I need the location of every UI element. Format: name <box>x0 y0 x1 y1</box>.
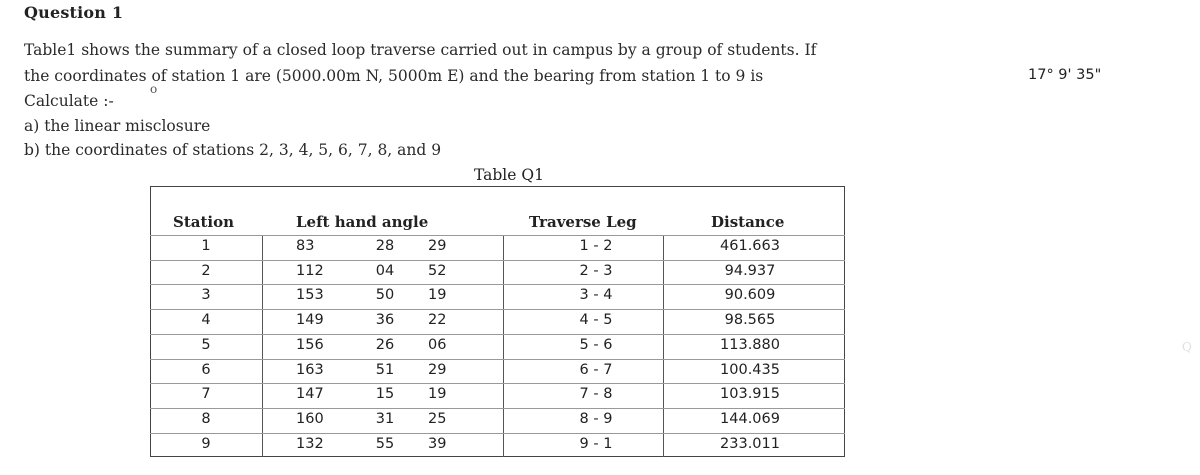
row-divider <box>150 408 845 409</box>
bearing-value: 17° 9' 35" <box>1028 67 1102 83</box>
distance-cell: 113.880 <box>720 337 780 353</box>
row-divider <box>150 359 845 360</box>
row-divider <box>150 433 845 434</box>
header-station: Station <box>173 213 235 231</box>
row-divider <box>150 260 845 261</box>
angle-minutes-cell: 50 <box>375 287 395 303</box>
table-caption: Table Q1 <box>474 166 544 184</box>
angle-degrees-cell: 132 <box>296 436 324 452</box>
row-divider <box>150 284 845 285</box>
row-divider <box>150 383 845 384</box>
station-cell: 5 <box>201 337 211 353</box>
task-item-a: a) the linear misclosure <box>24 117 211 135</box>
station-cell: 2 <box>201 263 211 279</box>
traverse-leg-cell: 6 - 7 <box>579 362 613 378</box>
distance-cell: 461.663 <box>720 238 780 254</box>
header-traverse-leg: Traverse Leg <box>529 213 637 231</box>
angle-seconds-cell: 29 <box>428 238 447 254</box>
angle-degrees-cell: 83 <box>296 238 315 254</box>
angle-degrees-cell: 163 <box>296 362 324 378</box>
angle-seconds-cell: 22 <box>428 312 447 328</box>
traverse-leg-cell: 8 - 9 <box>579 411 613 427</box>
traverse-leg-cell: 5 - 6 <box>579 337 613 353</box>
row-divider <box>150 334 845 335</box>
angle-seconds-cell: 52 <box>428 263 447 279</box>
distance-cell: 90.609 <box>724 287 776 303</box>
station-cell: 3 <box>201 287 211 303</box>
question-title: Question 1 <box>24 3 124 22</box>
header-distance: Distance <box>711 213 785 231</box>
question-text-line-2: the coordinates of station 1 are (5000.00m N, 5000m E) and the bearing from station 1 to 9 is <box>24 67 764 85</box>
row-divider <box>150 235 845 236</box>
angle-degrees-cell: 147 <box>296 386 324 402</box>
distance-cell: 103.915 <box>720 386 780 402</box>
angle-degrees-cell: 149 <box>296 312 324 328</box>
angle-degrees-cell: 156 <box>296 337 324 353</box>
question-text-line-1: Table1 shows the summary of a closed loop traverse carried out in campus by a group of students. If <box>24 41 817 59</box>
task-item-b: b) the coordinates of stations 2, 3, 4, 5, 6, 7, 8, and 9 <box>24 141 442 159</box>
angle-minutes-cell: 04 <box>375 263 395 279</box>
angle-seconds-cell: 39 <box>428 436 447 452</box>
angle-seconds-cell: 29 <box>428 362 447 378</box>
corner-mark: Q <box>1182 340 1192 354</box>
traverse-leg-cell: 2 - 3 <box>579 263 613 279</box>
station-cell: 1 <box>201 238 211 254</box>
traverse-leg-cell: 7 - 8 <box>579 386 613 402</box>
station-cell: 8 <box>201 411 211 427</box>
angle-minutes-cell: 55 <box>375 436 395 452</box>
distance-cell: 100.435 <box>720 362 780 378</box>
angle-seconds-cell: 19 <box>428 386 447 402</box>
angle-degrees-cell: 153 <box>296 287 324 303</box>
traverse-leg-cell: 9 - 1 <box>579 436 613 452</box>
header-left-hand-angle: Left hand angle <box>296 213 429 231</box>
traverse-leg-cell: 4 - 5 <box>579 312 613 328</box>
angle-seconds-cell: 25 <box>428 411 447 427</box>
distance-cell: 94.937 <box>724 263 776 279</box>
angle-degrees-cell: 160 <box>296 411 324 427</box>
distance-cell: 233.011 <box>720 436 780 452</box>
stray-degree-mark: o <box>150 82 158 96</box>
calculate-label: Calculate :- <box>24 92 114 110</box>
station-cell: 4 <box>201 312 211 328</box>
angle-minutes-cell: 26 <box>375 337 395 353</box>
angle-minutes-cell: 28 <box>375 238 395 254</box>
station-cell: 6 <box>201 362 211 378</box>
distance-cell: 98.565 <box>724 312 776 328</box>
angle-minutes-cell: 15 <box>375 386 395 402</box>
distance-cell: 144.069 <box>720 411 780 427</box>
row-divider <box>150 309 845 310</box>
angle-seconds-cell: 19 <box>428 287 447 303</box>
traverse-leg-cell: 3 - 4 <box>579 287 613 303</box>
station-cell: 7 <box>201 386 211 402</box>
column-divider <box>503 235 504 457</box>
column-divider <box>262 235 263 457</box>
traverse-leg-cell: 1 - 2 <box>579 238 613 254</box>
angle-minutes-cell: 51 <box>375 362 395 378</box>
angle-minutes-cell: 31 <box>375 411 395 427</box>
angle-minutes-cell: 36 <box>375 312 395 328</box>
station-cell: 9 <box>201 436 211 452</box>
angle-degrees-cell: 112 <box>296 263 324 279</box>
angle-seconds-cell: 06 <box>428 337 447 353</box>
